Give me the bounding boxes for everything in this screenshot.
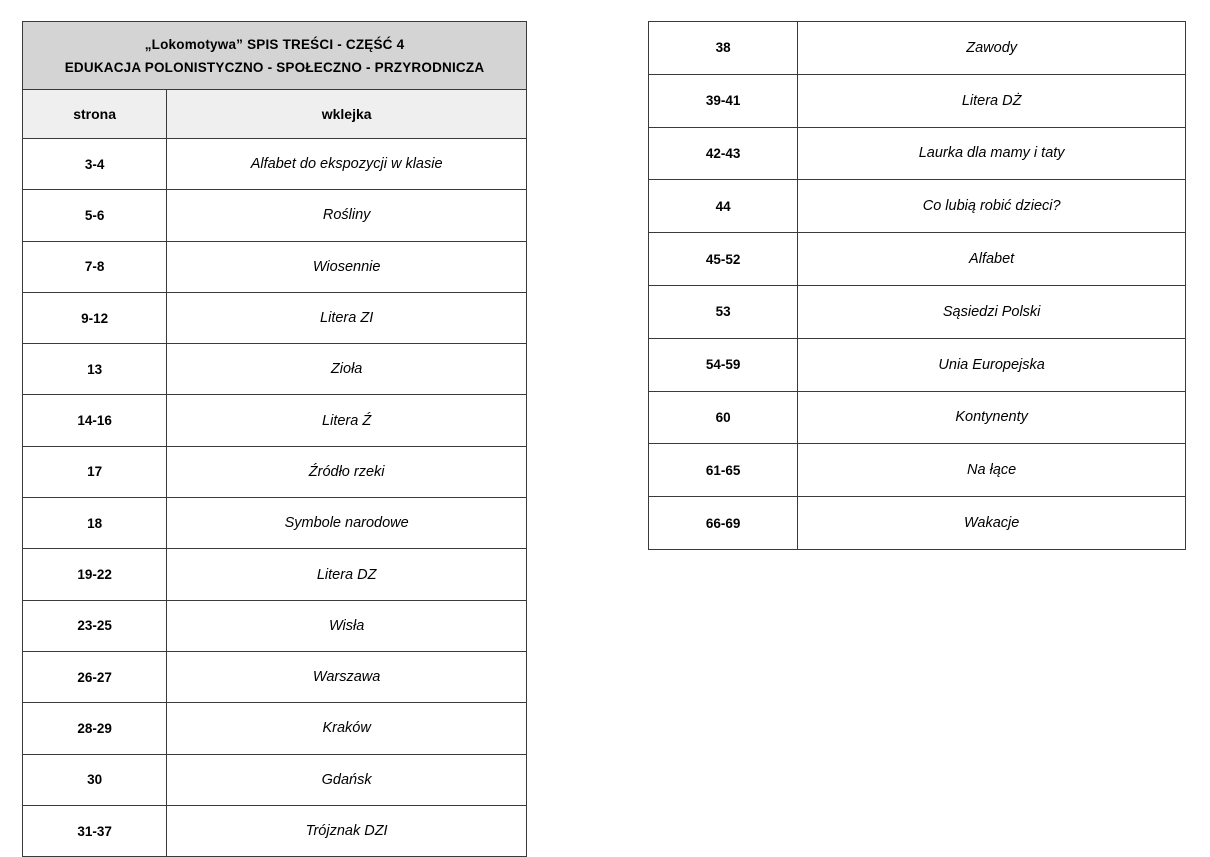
row-page: 53 [649, 285, 798, 338]
row-insert: Zawody [798, 22, 1186, 75]
table-row [23, 446, 527, 497]
column-header-insert: wklejka [167, 90, 527, 139]
row-insert: Litera DŻ [798, 74, 1186, 127]
row-insert: Litera DZ [167, 549, 527, 600]
column-header-page: strona [23, 90, 167, 139]
row-insert: Wiosennie [167, 241, 527, 292]
row-insert: Źródło rzeki [167, 446, 527, 497]
document-title-line-1: „Lokomotywa” SPIS TREŚCI - CZĘŚĆ 4 [144, 36, 405, 52]
row-insert: Kontynenty [798, 391, 1186, 444]
table-row [23, 549, 527, 600]
row-insert: Alfabet [798, 233, 1186, 286]
table-row [649, 285, 1186, 338]
table-row [649, 391, 1186, 444]
table-row [23, 703, 527, 754]
document-title-line-2: EDUKACJA POLONISTYCZNO - SPOŁECZNO - PRZYRODNICZA [64, 59, 485, 75]
document-title-cell [23, 22, 527, 90]
row-insert: Na łące [798, 444, 1186, 497]
row-insert: Laurka dla mamy i taty [798, 127, 1186, 180]
table-row [23, 600, 527, 651]
table-right-body [649, 22, 1186, 550]
table-row [23, 498, 527, 549]
table-row [649, 22, 1186, 75]
row-insert: Litera ZI [167, 292, 527, 343]
table-row [23, 139, 527, 190]
row-page: 61-65 [649, 444, 798, 497]
row-page: 60 [649, 391, 798, 444]
row-page: 66-69 [649, 497, 798, 550]
row-page: 28-29 [23, 703, 167, 754]
row-insert: Warszawa [167, 651, 527, 702]
table-row [649, 127, 1186, 180]
row-insert: Symbole narodowe [167, 498, 527, 549]
table-of-contents-left [22, 21, 527, 857]
row-page: 45-52 [649, 233, 798, 286]
row-insert: Kraków [167, 703, 527, 754]
row-insert: Unia Europejska [798, 338, 1186, 391]
row-insert: Zioła [167, 344, 527, 395]
table-row [649, 233, 1186, 286]
table-row [23, 651, 527, 702]
row-insert: Co lubią robić dzieci? [798, 180, 1186, 233]
row-insert: Alfabet do ekspozycji w klasie [167, 139, 527, 190]
table-row [23, 241, 527, 292]
row-page: 14-16 [23, 395, 167, 446]
table-row [649, 180, 1186, 233]
row-page: 31-37 [23, 805, 167, 856]
table-row [23, 754, 527, 805]
table-row [23, 344, 527, 395]
row-page: 44 [649, 180, 798, 233]
row-page: 18 [23, 498, 167, 549]
row-page: 26-27 [23, 651, 167, 702]
row-insert: Trójznak DZI [167, 805, 527, 856]
table-row [649, 74, 1186, 127]
row-page: 19-22 [23, 549, 167, 600]
row-page: 13 [23, 344, 167, 395]
row-insert: Sąsiedzi Polski [798, 285, 1186, 338]
row-page: 9-12 [23, 292, 167, 343]
row-insert: Gdańsk [167, 754, 527, 805]
row-page: 30 [23, 754, 167, 805]
row-page: 3-4 [23, 139, 167, 190]
row-insert: Rośliny [167, 190, 527, 241]
row-page: 38 [649, 22, 798, 75]
title-row [23, 22, 527, 90]
table-of-contents-right [648, 21, 1186, 550]
row-page: 42-43 [649, 127, 798, 180]
row-page: 5-6 [23, 190, 167, 241]
table-row [23, 395, 527, 446]
table-row [23, 190, 527, 241]
row-page: 39-41 [649, 74, 798, 127]
row-insert: Litera Ź [167, 395, 527, 446]
row-page: 7-8 [23, 241, 167, 292]
row-insert: Wakacje [798, 497, 1186, 550]
table-row [23, 805, 527, 856]
table-left-body [23, 22, 527, 857]
row-insert: Wisła [167, 600, 527, 651]
table-row [649, 338, 1186, 391]
header-row [23, 90, 527, 139]
row-page: 54-59 [649, 338, 798, 391]
row-page: 17 [23, 446, 167, 497]
table-row [649, 444, 1186, 497]
row-page: 23-25 [23, 600, 167, 651]
table-row [23, 292, 527, 343]
table-row [649, 497, 1186, 550]
